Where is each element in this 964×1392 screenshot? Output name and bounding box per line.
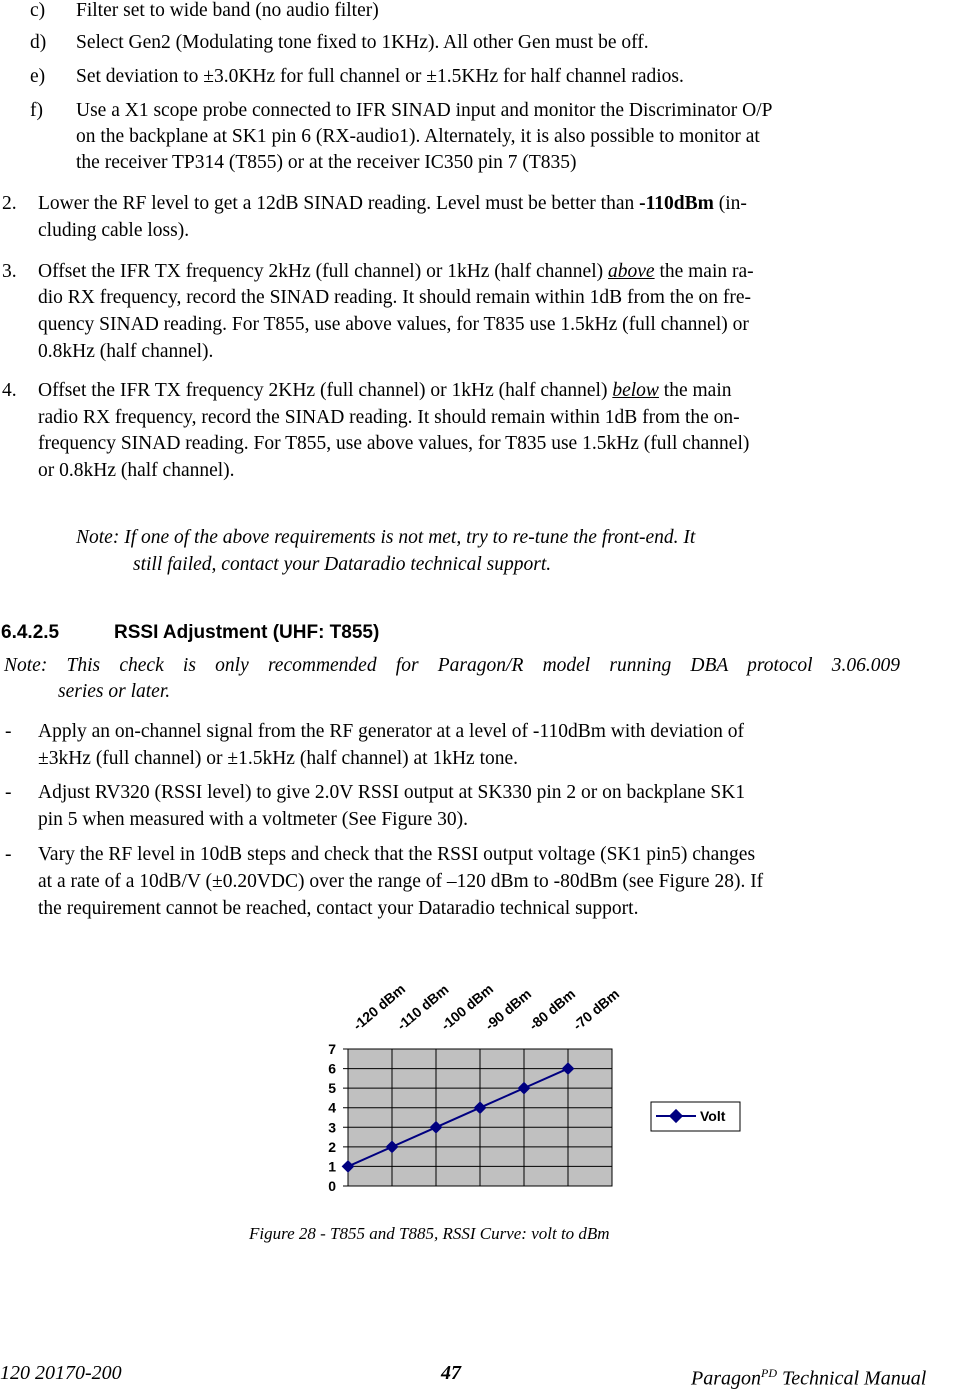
x-tick-labels	[350, 981, 623, 1034]
list-text: Select Gen2 (Modulating tone fixed to 1KHz). All other Gen must be off.	[76, 32, 649, 53]
manual-title-part: Technical Manual	[777, 1367, 927, 1390]
emphasis-above: above	[608, 261, 655, 282]
level-value: -110dBm	[639, 193, 714, 214]
step-number: 3.	[2, 261, 17, 282]
step-text: dio RX frequency, record the SINAD reading. It should remain within 1dB from the on fre-	[38, 287, 752, 308]
x-tick-label: -80 dBm	[525, 985, 579, 1034]
step-text: radio RX frequency, record the SINAD reading. It should remain within 1dB from the on-	[38, 407, 740, 428]
manual-title	[691, 1360, 926, 1392]
x-tick-label: -90 dBm	[481, 985, 535, 1034]
y-tick-label: 7	[328, 1041, 336, 1057]
note-text: series or later.	[58, 681, 171, 702]
step-number: 4.	[2, 380, 17, 401]
x-tick-label: -120 dBm	[349, 980, 409, 1034]
step-text-part: the main ra-	[654, 261, 754, 282]
emphasis-below: below	[612, 380, 659, 401]
list-label: e)	[30, 66, 46, 87]
bullet-dash: -	[5, 721, 12, 742]
list-text: Use a X1 scope probe connected to IFR SINAD input and monitor the Discriminator O/P	[76, 100, 773, 121]
bullet-dash: -	[5, 782, 12, 803]
y-tick-label: 3	[328, 1119, 336, 1136]
y-tick-label: 6	[328, 1060, 336, 1077]
step-text: cluding cable loss).	[38, 220, 190, 241]
bullet-text: Adjust RV320 (RSSI level) to give 2.0V RSSI output at SK330 pin 2 or on backplane SK1	[38, 782, 746, 803]
step-text-part: Offset the IFR TX frequency 2kHz (full channel) or 1kHz (half channel)	[38, 261, 608, 282]
x-tick-label: -70 dBm	[569, 985, 623, 1034]
step-text-part: Offset the IFR TX frequency 2KHz (full channel) or 1kHz (half channel)	[38, 380, 613, 401]
bullet-text: pin 5 when measured with a voltmeter (See Figure 30).	[38, 809, 468, 830]
y-tick-label: 1	[328, 1158, 336, 1175]
bullet-text: ±3kHz (full channel) or ±1.5kHz (half channel) at 1kHz tone.	[38, 748, 519, 769]
step-text: 0.8kHz (half channel).	[38, 341, 214, 362]
bullet-text: Vary the RF level in 10dB steps and check that the RSSI output voltage (SK1 pin5) changes	[38, 844, 756, 865]
bullet-text: Apply an on-channel signal from the RF generator at a level of -110dBm with deviation of	[38, 721, 744, 742]
legend	[651, 1102, 740, 1131]
note-text: still failed, contact your Dataradio technical support.	[133, 554, 552, 575]
y-tick-label: 5	[328, 1080, 336, 1097]
bullet-text: at a rate of a 10dB/V (±0.20VDC) over the range of –120 dBm to -80dBm (see Figure 28). If	[38, 871, 764, 892]
step-text: quency SINAD reading. For T855, use above values, for T835 use 1.5kHz (full channel) or	[38, 314, 749, 335]
list-text: Filter set to wide band (no audio filter)	[76, 0, 379, 21]
step-number: 2.	[2, 193, 17, 214]
note-text: Note: This check is only recommended for Paragon/R model running DBA protocol 3.06.009	[4, 655, 900, 676]
x-tick-label: -110 dBm	[393, 981, 452, 1034]
list-text: the receiver TP314 (T855) or at the receiver IC350 pin 7 (T835)	[76, 152, 577, 173]
list-text: on the backplane at SK1 pin 6 (RX-audio1). Alternately, it is also possible to monitor at	[76, 126, 760, 147]
bullet-text: the requirement cannot be reached, contact your Dataradio technical support.	[38, 898, 639, 919]
section-title: RSSI Adjustment (UHF: T855)	[114, 622, 380, 643]
page-number: 47	[441, 1362, 461, 1384]
list-label: f)	[30, 100, 43, 121]
legend-label: Volt	[700, 1108, 726, 1124]
manual-title-superscript: PD	[761, 1366, 777, 1380]
step-text-part: (in-	[713, 193, 747, 214]
list-label: d)	[30, 32, 47, 53]
y-tick-label: 0	[328, 1178, 336, 1194]
figure-caption: Figure 28 - T855 and T885, RSSI Curve: volt to dBm	[249, 1224, 610, 1243]
note-text: Note: If one of the above requirements is not met, try to re-tune the front-end. It	[76, 527, 696, 548]
y-tick-label: 4	[328, 1099, 336, 1116]
step-text: or 0.8kHz (half channel).	[38, 460, 235, 481]
y-tick-labels	[328, 1041, 336, 1194]
step-text: frequency SINAD reading. For T855, use above values, for T835 use 1.5kHz (full channel)	[38, 433, 750, 454]
list-text: Set deviation to ±3.0KHz for full channel or ±1.5KHz for half channel radios.	[76, 66, 684, 87]
x-tick-label: -100 dBm	[437, 980, 497, 1034]
y-tick-label: 2	[328, 1138, 336, 1155]
manual-title-part: Paragon	[691, 1367, 761, 1390]
list-label: c)	[30, 0, 46, 21]
document-number: 120 20170-200	[0, 1362, 122, 1384]
step-text-part: the main	[658, 380, 732, 401]
step-text-part: Lower the RF level to get a 12dB SINAD reading. Level must be better than	[38, 193, 640, 214]
bullet-dash: -	[5, 844, 12, 865]
section-number: 6.4.2.5	[1, 622, 60, 643]
